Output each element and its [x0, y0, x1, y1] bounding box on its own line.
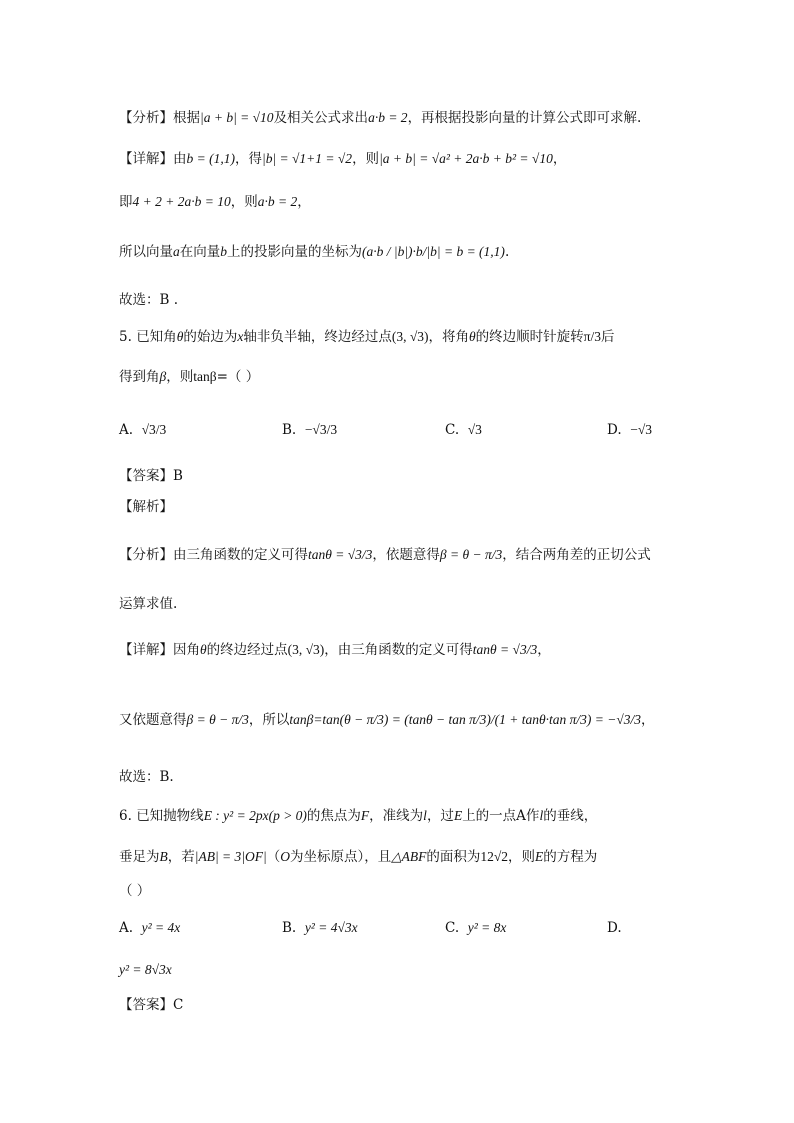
math-E: E	[535, 849, 544, 864]
option-b	[282, 420, 337, 440]
text: 故选：B.	[119, 769, 174, 785]
text: ，则	[166, 369, 194, 385]
math-expr: 12√2	[480, 849, 508, 864]
answer-value: C	[173, 997, 184, 1013]
option-value: √3/3	[141, 422, 167, 437]
math-expr: a·b = 2	[257, 194, 298, 209]
text: 在向量	[179, 244, 221, 260]
analysis-5-line-1	[119, 545, 651, 565]
math-theta: θ	[176, 329, 184, 344]
solution-5-heading	[119, 497, 173, 517]
text: 根据	[173, 110, 200, 126]
text: .	[504, 244, 510, 260]
text: （ ）	[119, 883, 151, 899]
text: ，再根据投影向量的计算公式即可求解.	[407, 110, 642, 126]
option-label: C.	[445, 422, 460, 438]
text: ，	[641, 712, 655, 728]
text: 所以向量	[119, 244, 173, 260]
math-expr: F	[360, 808, 370, 823]
text: 运算求值.	[119, 596, 178, 612]
answer-value: B	[173, 468, 183, 484]
math-point: (3, √3)	[391, 329, 429, 344]
text: ，过	[426, 808, 454, 824]
text: ，	[552, 151, 567, 167]
math-expr: |AB| = 3|OF|	[194, 849, 267, 864]
text: ，准线为	[369, 808, 424, 824]
option-d-value	[119, 960, 172, 980]
detail-line-2	[119, 192, 311, 212]
text: 已知抛物线	[136, 808, 204, 824]
math-expr: O	[280, 849, 290, 864]
math-point: (3, √3)	[287, 642, 325, 657]
text: 的面积为	[426, 849, 481, 865]
answer-5	[119, 466, 183, 486]
text: ，则	[230, 194, 258, 210]
math-expr: B	[159, 849, 168, 864]
analysis-line-1	[119, 108, 641, 128]
question-5-line-2	[119, 367, 259, 387]
text: ，将角	[428, 329, 469, 345]
option-label: D.	[607, 422, 622, 438]
detail-tag: 【详解】	[119, 151, 173, 167]
detail-tag: 【详解】	[119, 642, 173, 658]
solution-tag: 【解析】	[119, 499, 173, 515]
option-c	[445, 420, 482, 440]
option-label: B.	[282, 920, 297, 936]
option-d	[607, 420, 652, 440]
math-expr: tanβ=tan(θ − π/3) = (tanθ − tan π/3)/(1 + tanθ·tan π/3) = −√3/3	[289, 712, 642, 727]
option-label: A.	[119, 422, 134, 438]
question-5-line-1	[119, 327, 614, 347]
text: ，	[537, 642, 551, 658]
answer-tag: 【答案】	[119, 997, 173, 1013]
text: ，结合两角差的正切公式	[502, 547, 651, 563]
math-expr: |b| = √1+1 = √2	[261, 151, 353, 166]
text: 由三角函数的定义可得	[173, 547, 308, 563]
text: ，由三角函数的定义可得	[324, 642, 473, 658]
detail-5-line-3	[119, 767, 174, 787]
text: 的垂线，	[543, 808, 598, 824]
option-label: C.	[445, 920, 460, 936]
option-a	[119, 420, 166, 440]
math-expr: a	[173, 244, 180, 259]
conclusion-line	[119, 290, 178, 310]
text: 即	[119, 194, 133, 210]
analysis-tag: 【分析】	[119, 110, 173, 126]
question-6-line-1	[119, 806, 597, 826]
text: ，得	[234, 151, 262, 167]
math-expr: |a + b| = √a² + 2a·b + b² = √10	[379, 151, 553, 166]
text: （	[266, 849, 281, 865]
option-b	[282, 918, 358, 938]
analysis-tag: 【分析】	[119, 547, 173, 563]
question-number: 5.	[119, 329, 132, 345]
text: 已知角	[136, 329, 177, 345]
text: ，则	[508, 849, 535, 865]
math-expr: E	[453, 808, 463, 823]
detail-5-line-1	[119, 640, 551, 660]
option-label: B.	[282, 422, 297, 438]
question-6-line-2	[119, 847, 597, 867]
math-expr: E : y² = 2px(p > 0)	[203, 808, 307, 823]
math-beta: β	[159, 369, 167, 384]
math-expr: β = θ − π/3	[186, 712, 249, 727]
math-expr: 4 + 2 + 2a·b = 10	[132, 194, 231, 209]
math-x: x	[237, 329, 244, 344]
option-label: D.	[607, 920, 622, 936]
text: ，若	[167, 849, 195, 865]
text: 的焦点为	[306, 808, 361, 824]
option-value: y² = 4x	[141, 920, 181, 935]
option-c	[445, 918, 506, 938]
option-label: A.	[119, 920, 134, 936]
math-l: l	[539, 808, 544, 823]
text: 的终边经过点	[206, 642, 288, 658]
option-value: y² = 8√3x	[119, 962, 172, 977]
text: 垂足为	[119, 849, 160, 865]
math-expr: tanθ = √3/3	[472, 642, 538, 657]
math-expr: b	[220, 244, 227, 259]
answer-tag: 【答案】	[119, 468, 173, 484]
text: ，依题意得	[372, 547, 440, 563]
option-value: √3	[467, 422, 482, 437]
option-value: −√3/3	[304, 422, 338, 437]
detail-5-line-2	[119, 710, 655, 730]
text: 得到角	[119, 369, 160, 385]
text: 及相关公式求出	[273, 110, 369, 126]
text: ，所以	[248, 712, 290, 728]
question-6-line-3	[119, 881, 150, 901]
text: 由	[173, 151, 187, 167]
text: 因角	[173, 642, 200, 658]
math-expr: △ABF	[391, 849, 427, 864]
option-a	[119, 918, 180, 938]
analysis-5-line-2	[119, 594, 177, 614]
text: =（ ）	[216, 369, 260, 385]
math-expr: (a·b / |b|)·b/|b| = b = (1,1)	[362, 244, 505, 259]
math-expr: b = (1,1)	[186, 151, 235, 166]
math-expr: β = θ − π/3	[439, 547, 503, 562]
math-theta: θ	[200, 642, 207, 657]
answer-6	[119, 995, 183, 1015]
text: 的方程为	[543, 849, 598, 865]
text: 又依题意得	[119, 712, 187, 728]
math-theta: θ	[468, 329, 476, 344]
text: 轴非负半轴，终边经过点	[243, 329, 392, 345]
text: 为坐标原点），且	[289, 849, 392, 865]
detail-line-1	[119, 149, 566, 169]
text: 故选：B .	[119, 292, 179, 308]
math-expr: |a + b| = √10	[200, 110, 274, 125]
text: ，则	[352, 151, 380, 167]
option-value: y² = 8x	[467, 920, 507, 935]
option-value: −√3	[630, 422, 653, 437]
math-expr: a·b = 2	[368, 110, 408, 125]
text: ，	[297, 194, 311, 210]
option-d	[607, 918, 622, 938]
text: 的始边为	[183, 329, 238, 345]
option-value: y² = 4√3x	[304, 920, 358, 935]
detail-line-3	[119, 242, 509, 262]
text: 的终边顺时针旋转	[475, 329, 584, 345]
math-expr: tanθ = √3/3	[308, 547, 373, 562]
math-expr: l	[423, 808, 427, 823]
text: 上的投影向量的坐标为	[227, 244, 362, 260]
text: 后	[600, 329, 615, 345]
question-number: 6.	[119, 808, 132, 824]
text: 上的一点A作	[462, 808, 540, 824]
math-rotation: π/3	[583, 329, 601, 344]
math-tanbeta: tanβ	[193, 369, 217, 384]
